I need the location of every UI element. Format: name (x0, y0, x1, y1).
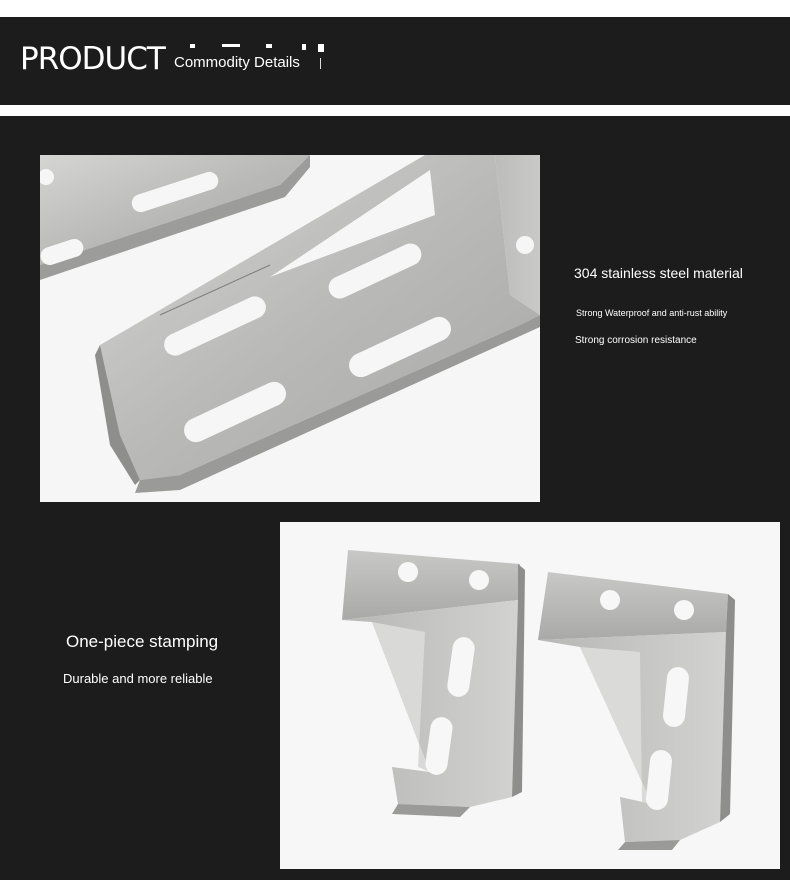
header-subtitle: Commodity Details (174, 54, 300, 71)
header-divider (0, 105, 790, 116)
header-vertical-bar (320, 58, 321, 69)
bracket-pair-drawing (280, 522, 780, 869)
ghost-heading-fragment (222, 44, 240, 47)
ghost-heading-fragment (190, 44, 195, 48)
feature-1-line: Strong Waterproof and anti-rust ability (576, 308, 728, 318)
feature-2-title: One-piece stamping (66, 632, 219, 651)
header-title: PRODUCT (20, 41, 165, 77)
ghost-heading-fragment (266, 44, 272, 48)
ghost-heading-fragment (302, 44, 306, 50)
feature-1-line: Strong corrosion resistance (575, 335, 697, 346)
angle-bracket-closeup-photo (40, 155, 540, 502)
ghost-heading-fragment (318, 44, 324, 52)
feature-2-line: Durable and more reliable (63, 671, 213, 686)
top-white-strip (0, 0, 790, 17)
bracket-closeup-drawing (40, 155, 540, 502)
angle-bracket-pair-photo (280, 522, 780, 869)
feature-1-title: 304 stainless steel material (574, 265, 743, 281)
